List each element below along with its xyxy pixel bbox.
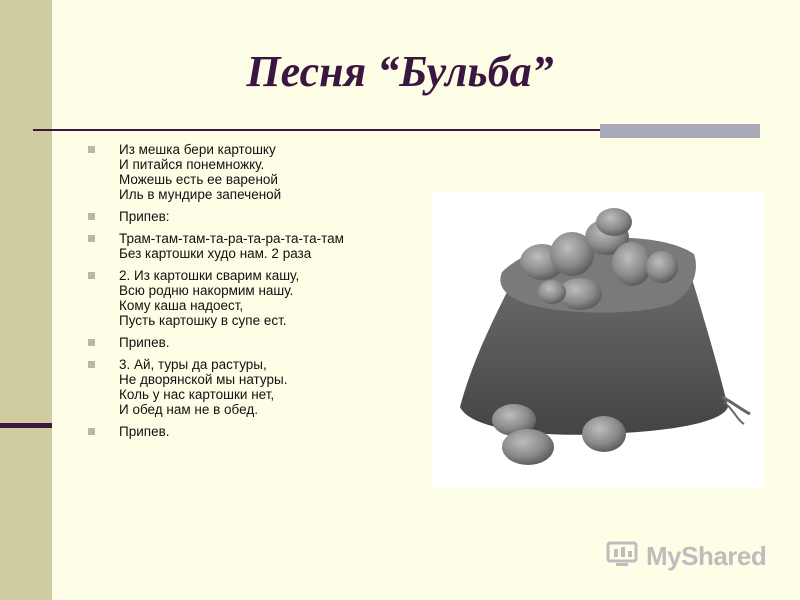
sack-of-potatoes-icon [432, 192, 764, 488]
list-item: Припев: [88, 209, 418, 224]
list-item: Припев. [88, 424, 418, 439]
list-item: Припев. [88, 335, 418, 350]
list-item: 3. Ай, туры да растуры, Не дворянской мы натуры. Коль у нас картошки нет, И обед нам не в обед. [88, 357, 418, 417]
watermark-text: MyShared [646, 541, 767, 571]
list-item: 2. Из картошки сварим кашу, Всю родню накормим нашу. Кому каша надоест, Пусть картошку в супе ест. [88, 268, 418, 328]
list-item: Из мешка бери картошку И питайся понемножку. Можешь есть ее вареной Иль в мундире запеченой [88, 142, 418, 202]
lyrics-list [88, 142, 418, 446]
watermark [606, 535, 776, 575]
myshared-logo-icon [606, 537, 640, 571]
slide-title: Песня “Бульба” [246, 47, 554, 96]
list-item: Трам-там-там-та-ра-та-ра-та-та-там Без картошки худо нам. 2 раза [88, 231, 418, 261]
left-band-accent [0, 423, 52, 428]
potato-sack-image [432, 192, 764, 488]
title-rule-block [600, 124, 760, 138]
